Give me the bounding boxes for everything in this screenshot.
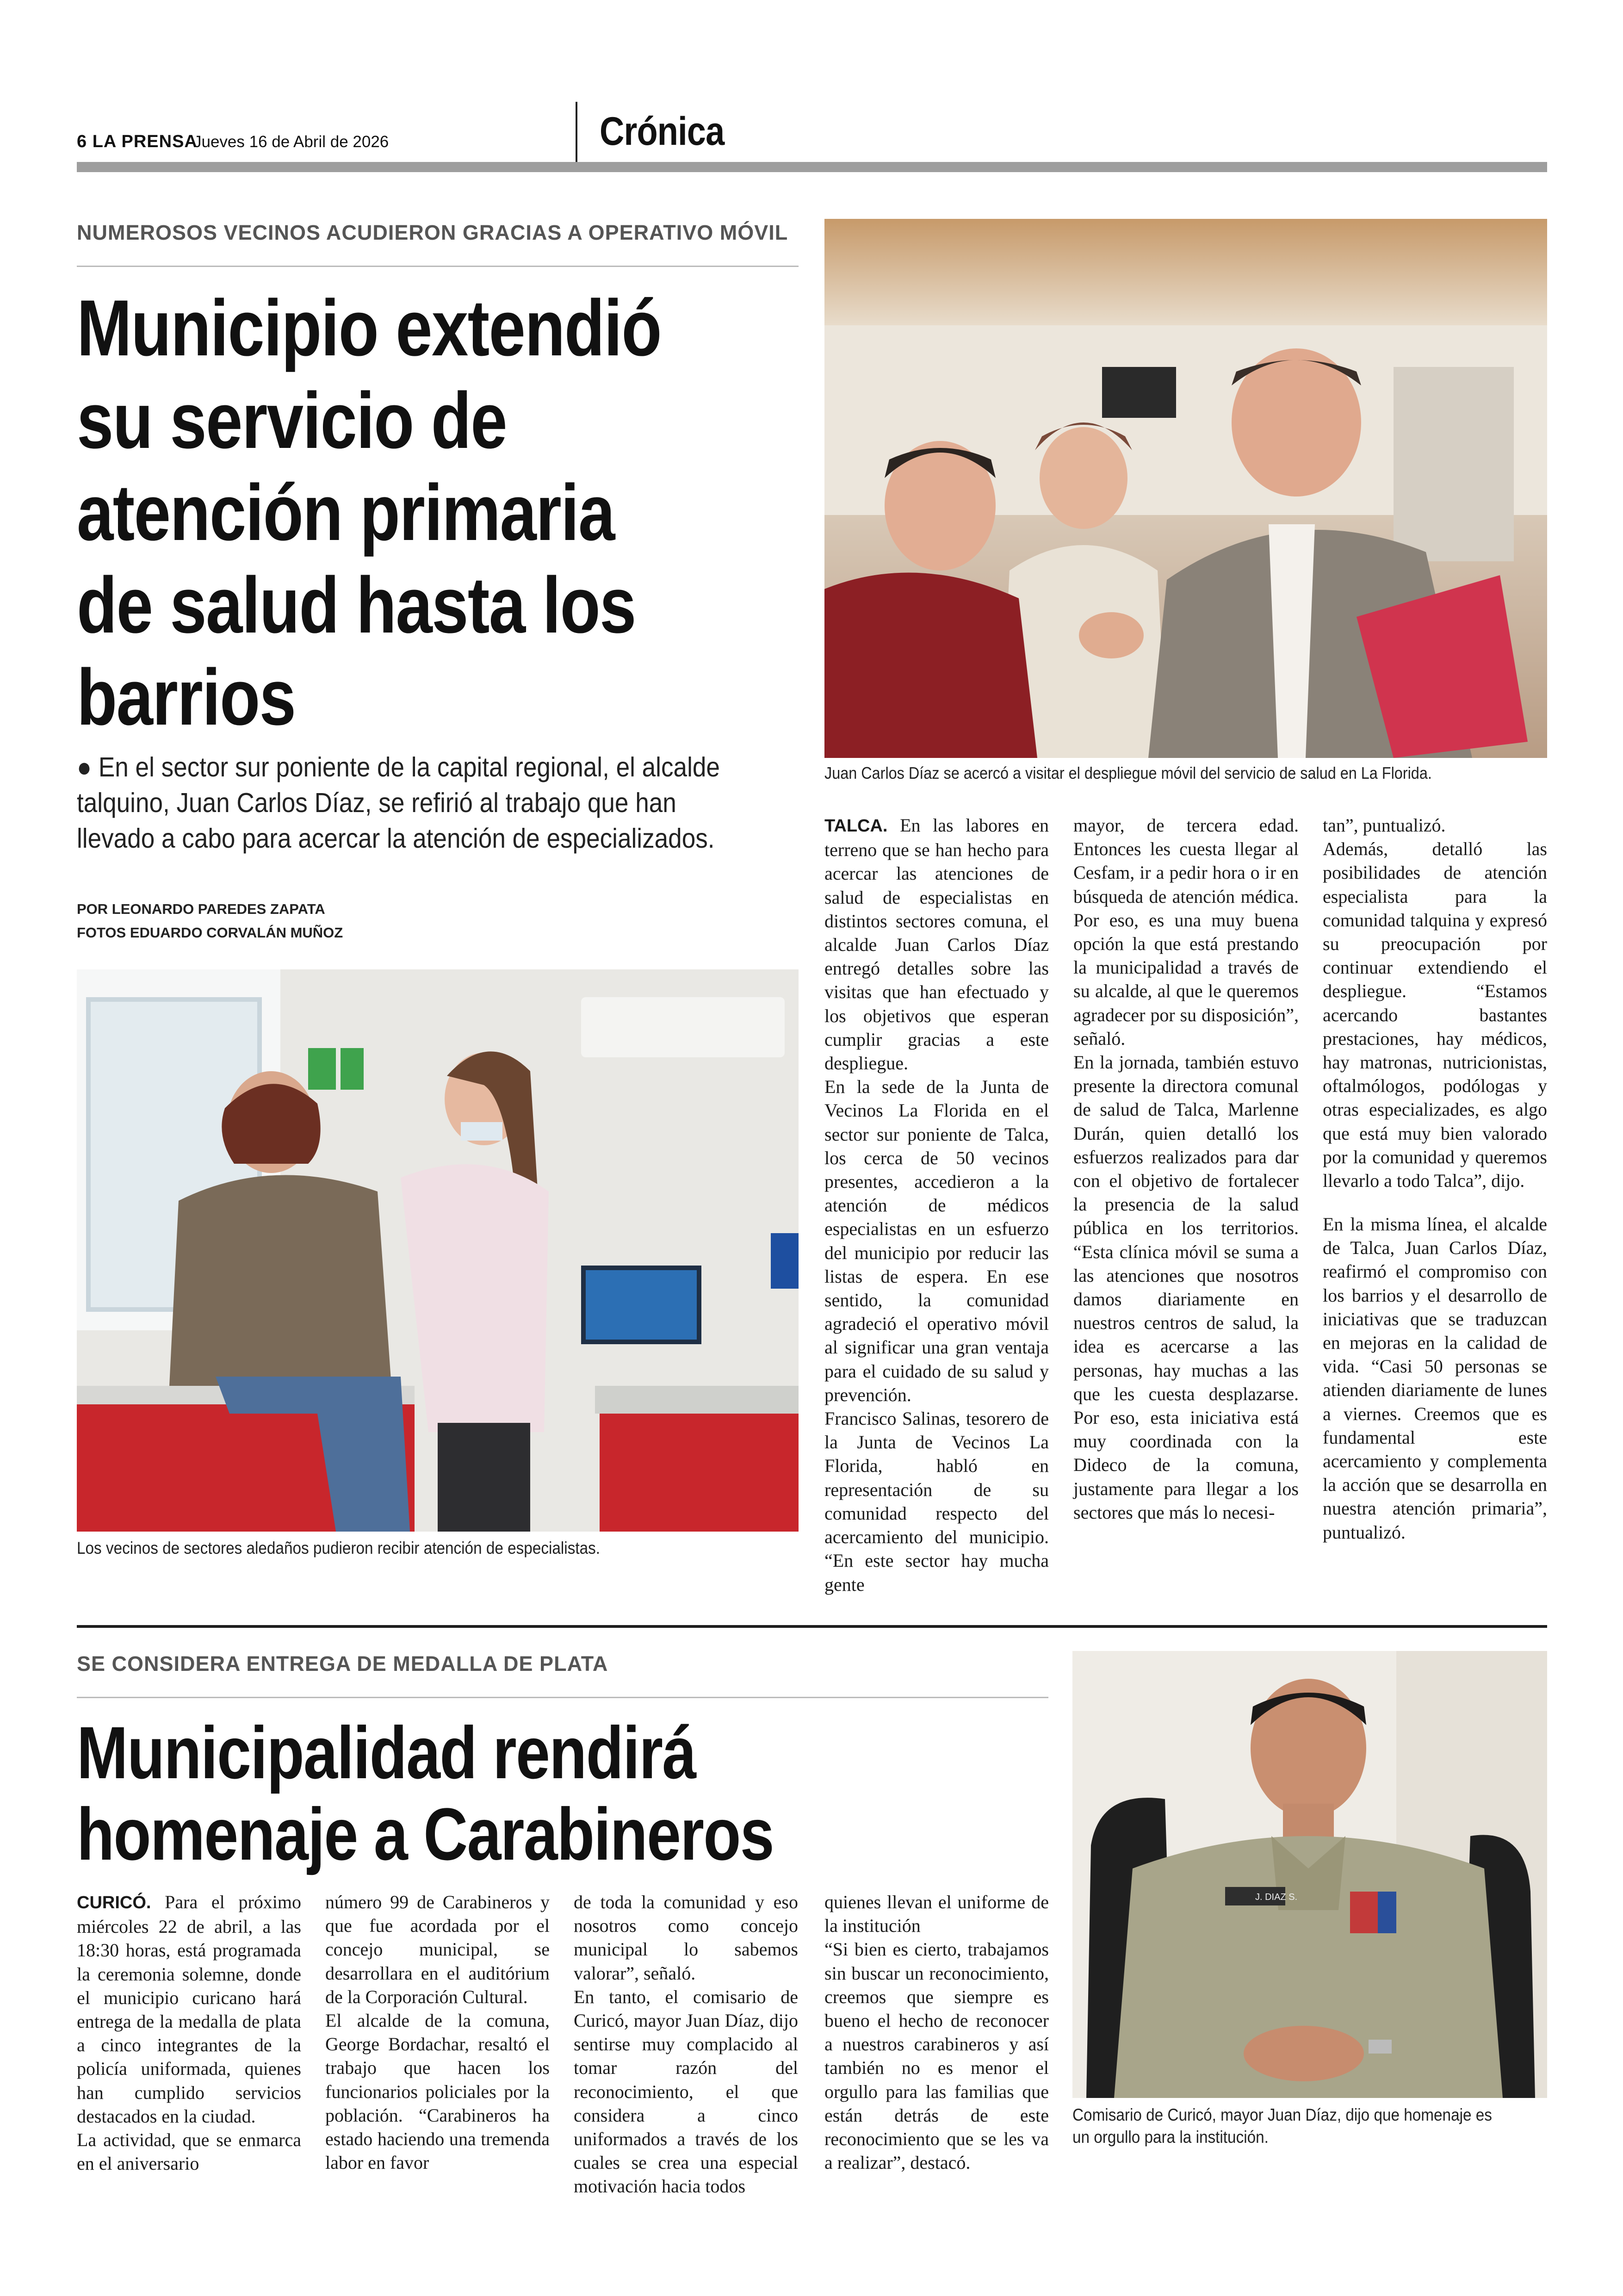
story1-kicker: NUMEROSOS VECINOS ACUDIERON GRACIAS A OPERATIVO MÓVIL bbox=[77, 221, 788, 244]
nameplate-text: J. DIAZ S. bbox=[1255, 1892, 1298, 1902]
paragraph: “Si bien es cierto, trabajamos sin buscar un reconocimiento, creemos que siempre es bueno el hecho de reconocer a nuestros carabineros y así también no es menor el orgullo para las familias que están detrás de este reconocimiento que se les va a realizar”, destacó. bbox=[824, 1939, 1049, 2173]
dateline: CURICÓ. bbox=[77, 1893, 151, 1912]
story1-column-3b bbox=[1323, 1212, 1547, 1544]
story1-headline bbox=[77, 282, 661, 744]
paragraph: La actividad, que se enmarca en el aniversario bbox=[77, 2129, 301, 2174]
paragraph: quienes llevan el uniforme de la institución bbox=[824, 1892, 1049, 1936]
kicker-rule bbox=[77, 1697, 1048, 1698]
header-divider bbox=[576, 102, 577, 162]
byline: POR LEONARDO PAREDES ZAPATA bbox=[77, 901, 325, 917]
story2-column-4 bbox=[824, 1890, 1049, 2174]
paragraph: En tanto, el comisario de Curicó, mayor Juan Díaz, dijo sentirse muy complacido al tomar razón del reconocimiento, el que considera a cinco uniformados a través de los cuales se crea una especial motivación hacia todos bbox=[574, 1986, 798, 2197]
paragraph: Para el próximo miércoles 22 de abril, a las 18:30 horas, está programada la ceremonia solemne, donde el municipio curicano hará entrega de la medalla de plata a cinco integrantes de la policía uniformada, quienes han cumplido servicios destacados en la ciudad. bbox=[77, 1892, 301, 2127]
headline-line: Municipio extendió bbox=[77, 284, 661, 372]
story2-kicker: SE CONSIDERA ENTREGA DE MEDALLA DE PLATA bbox=[77, 1652, 608, 1675]
photo-clinic bbox=[77, 969, 799, 1532]
issue-date: Jueves 16 de Abril de 2026 bbox=[193, 133, 389, 151]
photo-mayor-greeting bbox=[824, 219, 1547, 758]
headline-line: Municipalidad rendirá bbox=[77, 1711, 696, 1794]
story1-column-3 bbox=[1323, 813, 1547, 1192]
paragraph: En la sede de la Junta de Vecinos La Florida en el sector sur poniente de Talca, los cerca de 50 vecinos presentes, accedieron a la atención de médicos especialistas en un esfuerzo del municipio por reducir las listas de espera. En ese sentido, la comunidad agradeció el operativo móvil al significar una gran ventaja para el cuidado de su salud y prevención. bbox=[824, 1076, 1049, 1405]
headline-line: barrios bbox=[77, 653, 296, 742]
photo-commissioner bbox=[1072, 1651, 1547, 2098]
subhead-line: llevado a cabo para acercar la atención de especializados. bbox=[77, 823, 715, 854]
dateline: TALCA. bbox=[824, 816, 888, 836]
caption-clinic: Los vecinos de sectores aledaños pudieron recibir atención de especialistas. bbox=[77, 1539, 601, 1558]
paragraph: tan”, puntualizó. bbox=[1323, 815, 1446, 836]
story2-headline bbox=[77, 1712, 774, 1875]
bullet-icon: ● bbox=[77, 752, 92, 782]
paragraph: En la misma línea, el alcalde de Talca, Juan Carlos Díaz, reafirmó el compromiso con los barrios y el desarrollo de iniciativas que se traduzcan en mejoras en la calidad de vida. “Casi 50 personas se atienden diariamente de lunes a viernes. Creemos que es fundamental este acercamiento y complementa la acción que se desarrolla en nuestra atención primaria”, puntualizó. bbox=[1323, 1214, 1547, 1543]
story2-column-1 bbox=[77, 1890, 301, 2175]
headline-line: atención primaria bbox=[77, 468, 614, 558]
caption-mayor: Juan Carlos Díaz se acercó a visitar el despliegue móvil del servicio de salud en La Florida. bbox=[824, 763, 1432, 782]
paragraph: En las labores en terreno que se han hecho para acercar las atenciones de salud de especialistas en distintos sectores comuna, el alcalde Juan Carlos Díaz entregó detalles sobre las visitas que han efectuado y los objetivos que esperan cumplir gracias a este despliegue. bbox=[824, 815, 1049, 1074]
paragraph: El alcalde de la comuna, George Bordachar, resaltó el trabajo que hacen los funcionarios policiales por la población. “Carabineros ha estado haciendo una tremenda labor en favor bbox=[325, 2010, 550, 2173]
header-bar bbox=[77, 162, 1547, 172]
caption-commissioner bbox=[1072, 2104, 1492, 2148]
headline-line: su servicio de bbox=[77, 376, 507, 465]
paragraph: mayor, de tercera edad. Entonces les cuesta llegar al Cesfam, ir a pedir hora o ir en búsqueda de atención médica. Por eso, es una muy buena opción la que está prestando la municipalidad a través de su alcalde, al que le queremos agradecer por su disposición”, señaló. bbox=[1073, 815, 1299, 1049]
paragraph: Además, detalló las posibilidades de atención especialista para la comunidad talquina y expresó su preocupación por continuar extendiendo el despliegue. “Estamos acercando bastantes prestaciones, hay médicos, hay matronas, nutricionistas, oftalmólogos, podólogas y otras especializades, es algo que está muy bien valorado por la comunidad y queremos llevarlo a todo Talca”, dijo. bbox=[1323, 838, 1547, 1191]
page-number: 6 LA PRENSA bbox=[77, 132, 198, 151]
caption-line: un orgullo para la institución. bbox=[1072, 2128, 1269, 2147]
story1-column-1 bbox=[824, 813, 1049, 1596]
section-title: Crónica bbox=[600, 109, 725, 154]
headline-line: de salud hasta los bbox=[77, 560, 636, 650]
story-divider bbox=[77, 1625, 1547, 1628]
headline-line: homenaje a Carabineros bbox=[77, 1793, 774, 1875]
caption-line: Comisario de Curicó, mayor Juan Díaz, dijo que homenaje es bbox=[1072, 2105, 1492, 2124]
story2-column-2 bbox=[325, 1890, 550, 2174]
subhead-line: En el sector sur poniente de la capital regional, el alcalde bbox=[98, 752, 720, 782]
photo-credit: FOTOS EDUARDO CORVALÁN MUÑOZ bbox=[77, 925, 343, 941]
paragraph: de toda la comunidad y eso nosotros como concejo municipal lo sabemos valorar”, señaló. bbox=[574, 1892, 798, 1984]
paragraph: En la jornada, también estuvo presente la directora comunal de salud de Talca, Marlenne Durán, quien detalló los esfuerzos realizados para dar con el objetivo de fortalecer la presencia de la salud pública en los territorios. “Esta clínica móvil se suma a las atenciones que nosotros damos diariamente en nuestros centros de salud, la idea es acercarse a las personas, hay muchas a las que les cuesta desplazarse. Por eso, esta iniciativa está muy coordinada con la Dideco de la comuna, justamente para llegar a los sectores que más lo necesi- bbox=[1073, 1052, 1299, 1523]
story1-subhead bbox=[77, 750, 791, 856]
subhead-line: talquino, Juan Carlos Díaz, se refirió al trabajo que han bbox=[77, 788, 676, 818]
story2-column-3 bbox=[574, 1890, 798, 2198]
story1-column-2 bbox=[1073, 813, 1299, 1524]
paragraph: número 99 de Carabineros y que fue acordada por el concejo municipal, se desarrollara en el auditórium de la Corporación Cultural. bbox=[325, 1892, 550, 2007]
kicker-rule bbox=[77, 266, 799, 267]
paragraph: Francisco Salinas, tesorero de la Junta de Vecinos La Florida, habló en representación de su comunidad respecto del acercamiento del municipio. “En este sector hay mucha gente bbox=[824, 1408, 1049, 1595]
